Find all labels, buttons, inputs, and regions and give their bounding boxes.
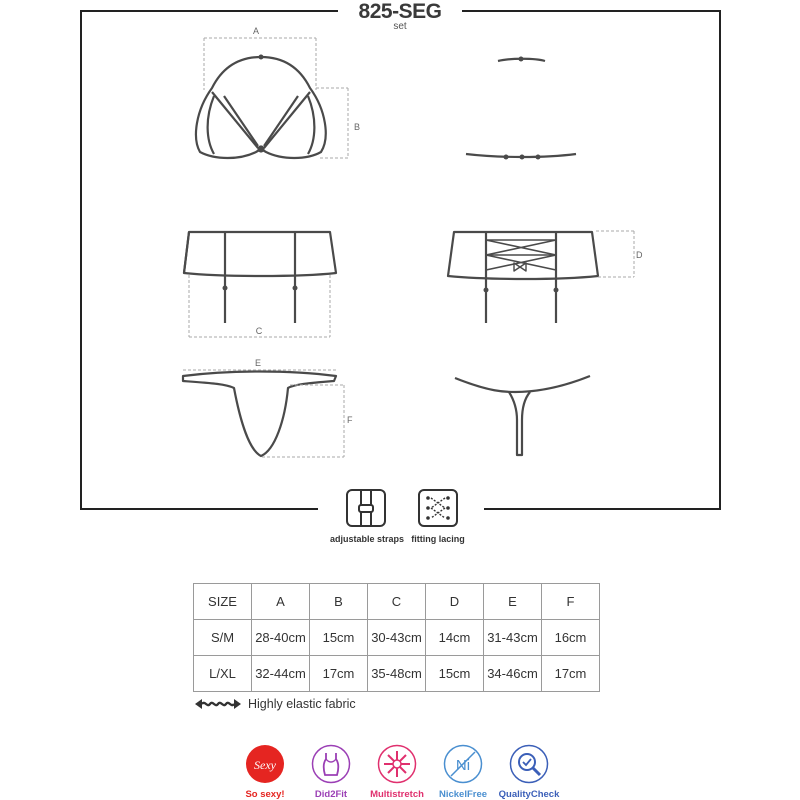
garter-clips-front <box>223 286 298 291</box>
nickel-free-badge-icon <box>443 744 483 784</box>
dimension-d <box>596 231 634 277</box>
table-cell: S/M <box>194 620 252 656</box>
dimension-label-f: F <box>347 415 353 425</box>
table-cell: L/XL <box>194 656 252 692</box>
fabric-note: Highly elastic fabric <box>248 697 356 711</box>
dimension-label-e: E <box>254 358 262 368</box>
did2fit-badge-icon <box>311 744 351 784</box>
product-subtitle: set <box>393 21 407 32</box>
garter-clips-back <box>484 288 559 293</box>
nickel-free-badge-text: Ni <box>455 757 471 774</box>
table-cell: 31-43cm <box>484 620 542 656</box>
table-cell: 15cm <box>426 656 484 692</box>
table-row <box>194 656 600 692</box>
table-cell: 17cm <box>542 656 600 692</box>
drawing-frame <box>81 11 720 509</box>
dimension-label-a: A <box>252 26 260 36</box>
so-sexy-badge-text: Sexy <box>254 758 276 772</box>
badge-label-quality-check: QualityCheck <box>498 789 560 800</box>
table-cell: 14cm <box>426 620 484 656</box>
dimension-label-c: C <box>255 326 263 336</box>
table-header-cell: C <box>368 584 426 620</box>
dimension-a <box>204 38 316 90</box>
thong-front-drawing <box>183 372 336 457</box>
badge-label-so-sexy: So sexy! <box>245 789 285 800</box>
multistretch-badge-icon <box>377 744 417 784</box>
badge-label-did2fit: Did2Fit <box>314 789 348 800</box>
table-header-cell: E <box>484 584 542 620</box>
table-header-cell: SIZE <box>194 584 252 620</box>
dimension-f <box>262 385 344 457</box>
dimension-b <box>316 88 348 158</box>
table-header-cell: D <box>426 584 484 620</box>
badge-label-nickel-free: NickelFree <box>438 789 488 800</box>
so-sexy-badge-icon <box>245 744 285 784</box>
table-row <box>194 620 600 656</box>
table-cell: 28-40cm <box>252 620 310 656</box>
dimension-label-d: D <box>636 250 643 260</box>
badge-label-multistretch: Multistretch <box>370 789 424 800</box>
table-cell: 17cm <box>310 656 368 692</box>
table-cell: 35-48cm <box>368 656 426 692</box>
garter-belt-front-drawing <box>184 232 336 323</box>
bra-back-ring <box>519 57 524 62</box>
bra-front-drawing <box>196 57 326 158</box>
elastic-arrows-icon <box>193 697 243 711</box>
size-table <box>193 583 600 692</box>
bra-front-ring <box>259 55 264 60</box>
feature-label-straps: adjustable straps <box>329 534 405 544</box>
garter-belt-back-drawing <box>448 232 598 323</box>
table-header-row <box>194 584 600 620</box>
table-header-cell: B <box>310 584 368 620</box>
feature-label-lacing: fitting lacing <box>411 534 465 544</box>
table-cell: 30-43cm <box>368 620 426 656</box>
product-title: 825-SEG <box>358 0 442 23</box>
table-cell: 15cm <box>310 620 368 656</box>
table-header-cell: A <box>252 584 310 620</box>
table-cell: 16cm <box>542 620 600 656</box>
thong-back-drawing <box>455 376 590 455</box>
adjustable-straps-icon <box>345 488 389 530</box>
table-cell: 32-44cm <box>252 656 310 692</box>
bra-back-drawing <box>466 59 576 157</box>
table-header-cell: F <box>542 584 600 620</box>
quality-check-badge-icon <box>509 744 549 784</box>
table-cell: 34-46cm <box>484 656 542 692</box>
fitting-lacing-icon <box>417 488 461 530</box>
dimension-label-b: B <box>354 122 361 132</box>
